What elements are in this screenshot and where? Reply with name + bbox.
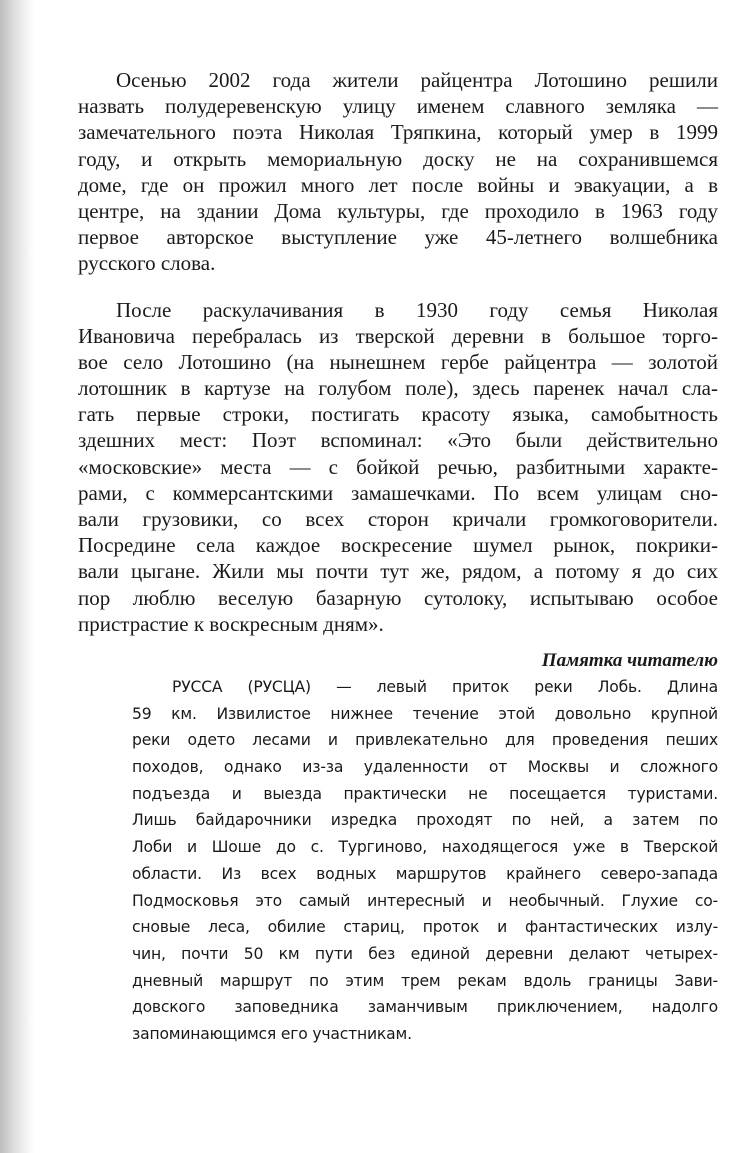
text-line: рами, с коммерсантскими замашечками. По всем улицам сно- [78,480,718,505]
text-line: назвать полудеревенскую улицу именем славного земляка — [78,94,718,119]
text-line: Осенью 2002 года жители райцентра Лотошино решили [116,68,718,92]
text-line: первое авторское выступление уже 45-летнего волшебника [78,225,718,250]
text-line: реки одето лесами и привлекательно для проведения пеших [132,731,718,750]
text-line: пор люблю веселую базарную сутолоку, испытываю особое [78,585,718,610]
text-line: русского слова. [78,251,216,276]
text-line: центре, на здании Дома культуры, где проходило в 1963 году [78,198,718,223]
text-line: Ивановича перебралась из тверской деревни в большое торго- [78,323,718,348]
text-line: «московские» места — с бойкой речью, разбитными характе- [78,454,718,479]
text-line: области. Из всех водных маршрутов крайнего северо-запада [132,864,718,883]
text-line: РУССА (РУСЦА) — левый приток реки Лобь. Длина [172,678,718,696]
text-line: довского заповедника заманчивым приключением, надолго [132,998,718,1017]
text-line: замечательного поэта Николая Тряпкина, который умер в 1999 [78,120,718,145]
text-line: походов, однако из-за удаленности от Москвы и сложного [132,758,718,777]
text-line: Лоби и Шоше до с. Тургиново, находящегося уже в Тверской [132,838,718,857]
text-line: лотошник в картузе на голубом поле), здесь паренек начал сла- [78,376,718,401]
text-line: сновые леса, обилие стариц, проток и фантастических излу- [132,918,718,937]
text-line: После раскулачивания в 1930 году семья Николая [116,297,718,322]
text-line: 59 км. Извилистое нижнее течение этой довольно крупной [132,704,718,723]
text-line: доме, где он прожил много лет после войны и эвакуации, а в [78,172,718,197]
text-line: Лишь байдарочники изредка проходят по ней, а затем по [132,811,718,830]
text-line: вое село Лотошино (на нынешнем гербе райцентра — золотой [78,349,718,374]
text-line: вали грузовики, со всех сторон кричали громкоговорители. [78,507,718,531]
paragraph-1 [78,67,718,277]
text-line: Подмосковья это самый интересный и необычный. Глухие со- [132,891,718,910]
text-line: пристрастие к воскресным дням». [78,611,384,636]
text-line: гать первые строки, постигать красоту языка, самобытность [78,402,718,427]
text-line: дневный маршрут по этим трем рекам вдоль границы Зави- [132,971,718,990]
reader-note-title: Памятка читателю [541,650,718,671]
text-line: чин, почти 50 км пути без единой деревни делают четырех- [132,944,718,963]
text-line: здешних мест: Поэт вспоминал: «Это были действительно [78,428,718,453]
reader-note [132,648,718,1048]
scan-shadow-edge [0,0,34,1153]
text-line: вали цыгане. Жили мы почти тут же, рядом, а потому я до сих [78,559,718,584]
paragraph-2 [78,297,718,637]
text-line: запоминающимся его участникам. [132,1024,412,1043]
text-line: подъезда и выезда практически не посещается туристами. [132,784,718,803]
reader-note-body [132,674,718,1048]
main-text [78,67,718,637]
text-line: Посредине села каждое воскресение шумел рынок, покрики- [78,533,718,558]
text-line: году, и открыть мемориальную доску не на сохранившемся [78,146,718,171]
